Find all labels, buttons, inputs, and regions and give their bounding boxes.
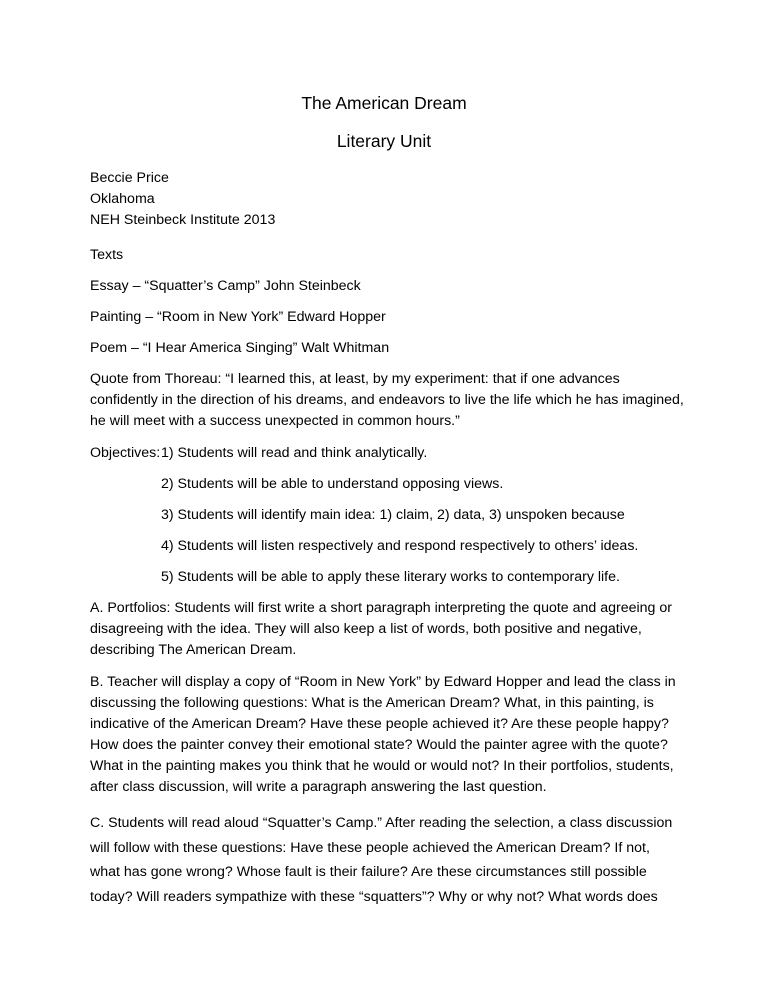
section-c-line: today? Will readers sympathize with these “squatters”? Why or why not? What words does: [90, 888, 658, 905]
section-b-line: after class discussion, will write a paragraph answering the last question.: [90, 779, 547, 795]
objective-item: 1) Students will read and think analytically.: [161, 445, 428, 461]
objective-item: 3) Students will identify main idea: 1) claim, 2) data, 3) unspoken because: [161, 507, 625, 523]
section-c-line: C. Students will read aloud “Squatter’s Camp.” After reading the selection, a class discussion: [90, 815, 673, 831]
section-a-line: A. Portfolios: Students will first write a short paragraph interpreting the quote and agreeing or: [90, 600, 673, 616]
author-block: [90, 168, 690, 231]
quote-line: confidently in the direction of his dreams, and endeavors to live the life which he has imagined,: [90, 392, 684, 408]
section-c-line: what has gone wrong? Whose fault is their failure? Are these circumstances still possible: [90, 864, 647, 880]
thoreau-quote: [90, 369, 690, 432]
section-b-line: indicative of the American Dream? Have these people achieved it? Are these people happy?: [90, 716, 669, 732]
texts-heading: Texts: [90, 247, 124, 263]
document-subtitle: Literary Unit: [336, 131, 432, 151]
section-a-line: disagreeing with the idea. They will also keep a list of words, both positive and negative,: [90, 621, 642, 637]
section-b-line: What in the painting makes you think that he would or would not? In their portfolios, students,: [90, 758, 674, 774]
quote-line: he will meet with a success unexpected in common hours.”: [90, 413, 460, 429]
objectives-label: Objectives:: [90, 445, 161, 461]
section-a: [90, 598, 690, 661]
author-state: Oklahoma: [90, 191, 155, 207]
section-b-line: B. Teacher will display a copy of “Room in New York” by Edward Hopper and lead the class in: [90, 674, 676, 690]
section-c: [90, 811, 690, 909]
author-name: Beccie Price: [90, 170, 169, 186]
text-item-essay: Essay – “Squatter’s Camp” John Steinbeck: [90, 278, 361, 294]
quote-line: Quote from Thoreau: “I learned this, at least, by my experiment: that if one advances: [90, 371, 620, 387]
objective-item: 5) Students will be able to apply these literary works to contemporary life.: [161, 569, 620, 585]
objective-item: 4) Students will listen respectively and respond respectively to others’ ideas.: [161, 538, 639, 554]
section-c-line: will follow with these questions: Have these people achieved the American Dream? If not,: [90, 839, 650, 856]
author-institute: NEH Steinbeck Institute 2013: [90, 212, 276, 228]
document-title: The American Dream: [301, 93, 467, 113]
section-b-line: discussing the following questions: What is the American Dream? What, in this painting, is: [90, 695, 654, 711]
section-b-line: How does the painter convey their emotional state? Would the painter agree with the quote?: [90, 737, 668, 753]
section-a-line: describing The American Dream.: [90, 642, 297, 658]
text-item-painting: Painting – “Room in New York” Edward Hopper: [90, 309, 386, 325]
section-b: [90, 672, 690, 798]
text-item-poem: Poem – “I Hear America Singing” Walt Whitman: [90, 340, 390, 356]
objective-item: 2) Students will be able to understand opposing views.: [161, 476, 504, 492]
